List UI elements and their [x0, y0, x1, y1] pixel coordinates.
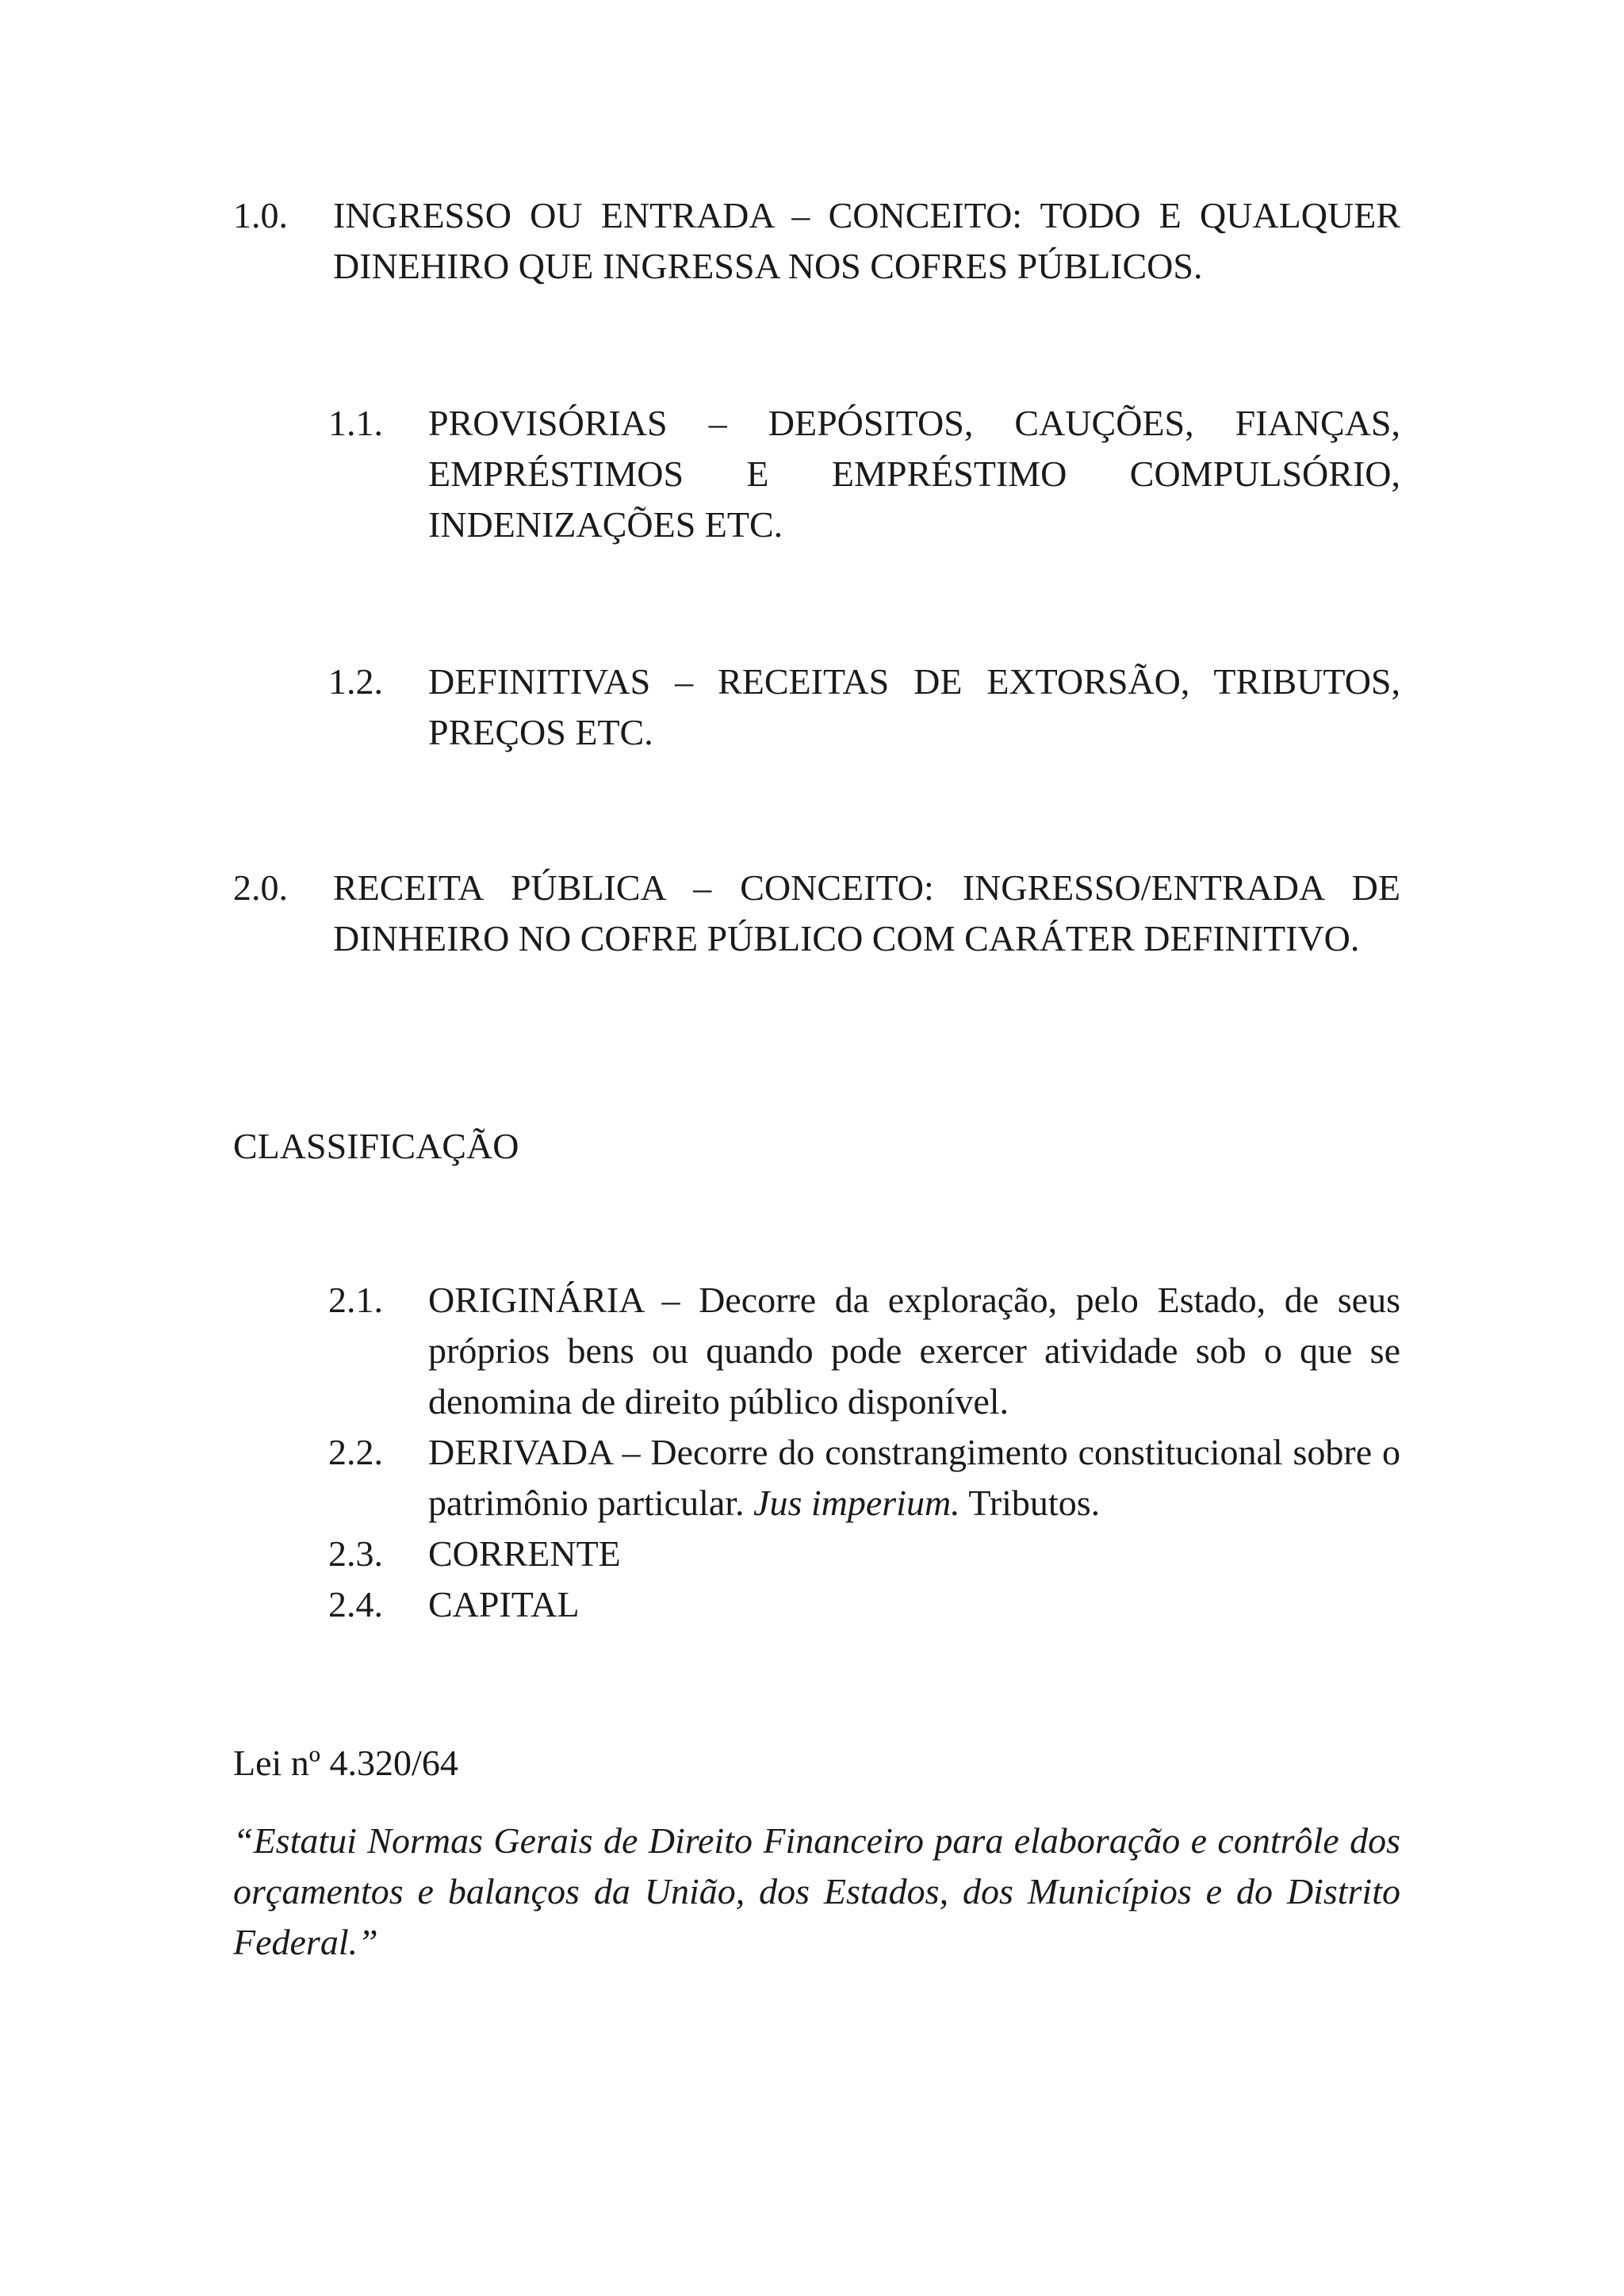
section-text: ORIGINÁRIA – Decorre da exploração, pelo Estado, de seus próprios bens ou quando pode exercer atividade sob o que se denomina de direito público disponível. — [428, 1280, 1400, 1422]
section-2-0 — [233, 863, 1400, 964]
section-number: 1.2. — [328, 661, 383, 702]
section-number: 2.4. — [328, 1584, 383, 1624]
section-1-1 — [328, 398, 1400, 550]
section-number: 2.2. — [328, 1432, 383, 1472]
section-text: DEFINITIVAS – RECEITAS DE EXTORSÃO, TRIBUTOS, PREÇOS ETC. — [428, 661, 1400, 752]
section-number: 2.0. — [233, 867, 288, 908]
section-number: 1.1. — [328, 403, 383, 443]
section-text-regular: DERIVADA – Decorre do constrangimento constitucional sobre o patrimônio particular. — [428, 1432, 1400, 1523]
section-2-2 — [328, 1427, 1400, 1529]
section-number: 2.1. — [328, 1280, 383, 1320]
section-2-1 — [328, 1275, 1400, 1427]
section-1-2 — [328, 656, 1400, 758]
section-2-3 — [328, 1529, 1400, 1579]
section-text: PROVISÓRIAS – DEPÓSITOS, CAUÇÕES, FIANÇAS, EMPRÉSTIMOS E EMPRÉSTIMO COMPULSÓRIO, INDENIZAÇÕES ETC. — [428, 403, 1400, 545]
section-text: CAPITAL — [428, 1584, 580, 1624]
section-2-4 — [328, 1579, 1400, 1630]
law-quote: “Estatui Normas Gerais de Direito Financeiro para elaboração e contrôle dos orçamentos e balanços da União, dos Estados, dos Municípios e do Distrito Federal.” — [233, 1820, 1400, 1962]
section-text: RECEITA PÚBLICA – CONCEITO: INGRESSO/ENTRADA DE DINHEIRO NO COFRE PÚBLICO COM CARÁTER DEFINITIVO. — [333, 867, 1400, 959]
section-text — [428, 1427, 1400, 1529]
section-1-0 — [233, 190, 1400, 292]
section-text-tail: Tributos. — [959, 1483, 1101, 1523]
section-text: CORRENTE — [428, 1533, 621, 1574]
classificacao-heading: CLASSIFICAÇÃO — [233, 1126, 519, 1166]
law-title: Lei nº 4.320/64 — [233, 1743, 458, 1783]
section-text-italic: Jus imperium. — [753, 1483, 960, 1523]
section-text: INGRESSO OU ENTRADA – CONCEITO: TODO E QUALQUER DINEHIRO QUE INGRESSA NOS COFRES PÚBLICOS. — [333, 195, 1400, 286]
section-number: 2.3. — [328, 1533, 383, 1574]
section-number: 1.0. — [233, 195, 288, 235]
